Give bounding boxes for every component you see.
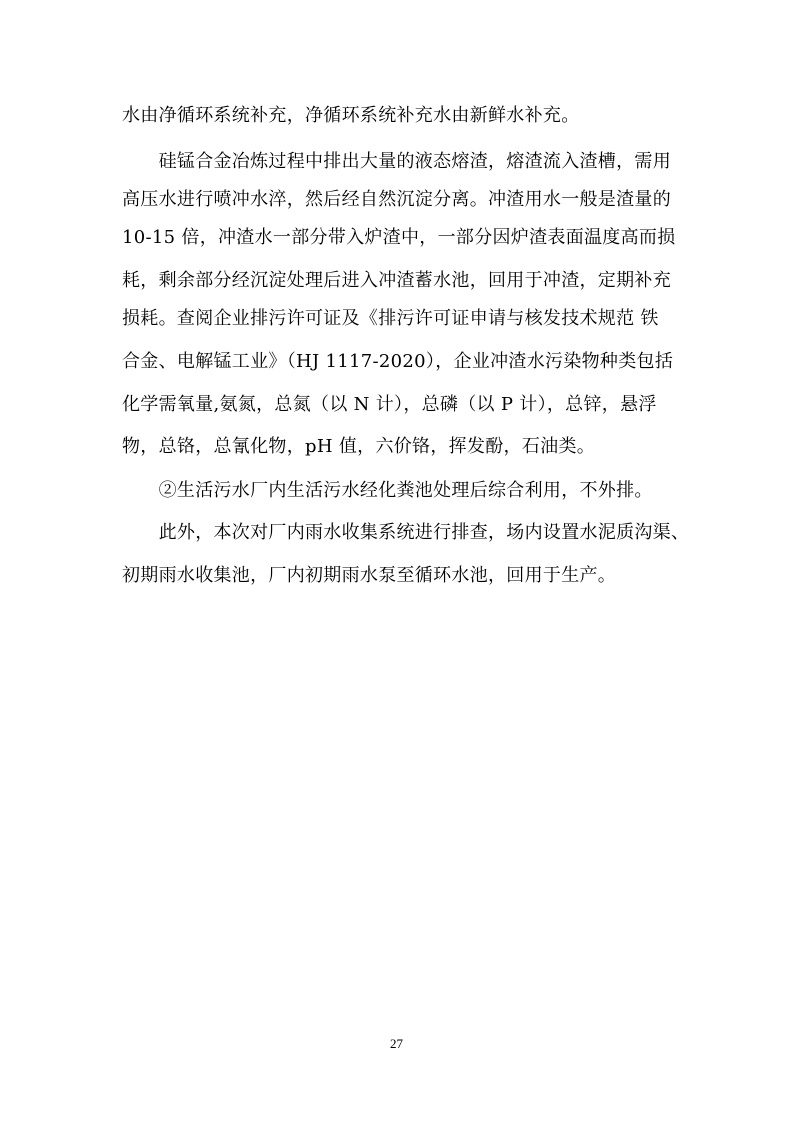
paragraph-line-2: 硅锰合金冶炼过程中排出大量的液态熔渣，熔渣流入渣槽，需用: [122, 151, 671, 172]
paragraph-line-5: 耗，剩余部分经沉淀处理后进入冲渣蓄水池，回用于冲渣，定期补充: [122, 270, 671, 291]
paragraph-line-4: 10-15 倍，冲渣水一部分带入炉渣中，一部分因炉渣表面温度高而损: [122, 227, 676, 248]
paragraph-line-8: 化学需氧量,氨氮，总氮（以 N 计），总磷（以 P 计），总锌，悬浮: [122, 394, 657, 415]
paragraph-line-7: 合金、电解锰工业》（HJ 1117-2020），企业冲渣水污染物种类包括: [122, 351, 674, 372]
paragraph-line-9: 物，总铬，总氰化物，pH 值，六价铬，挥发酚，石油类。: [122, 436, 596, 457]
paragraph-line-3: 高压水进行喷冲水淬，然后经自然沉淀分离。冲渣用水一般是渣量的: [122, 189, 671, 210]
paragraph-line-10: ②生活污水厂内生活污水经化粪池处理后综合利用，不外排。: [122, 480, 653, 501]
paragraph-line-11: 此外，本次对厂内雨水收集系统进行排查，场内设置水泥质沟渠、: [122, 522, 690, 543]
paragraph-line-1: 水由净循环系统补充，净循环系统补充水由新鲜水补充。: [122, 105, 580, 126]
paragraph-line-6: 损耗。查阅企业排污许可证及《排污许可证申请与核发技术规范 铁: [122, 308, 659, 329]
page-number: 27: [390, 1036, 403, 1051]
paragraph-line-12: 初期雨水收集池，厂内初期雨水泵至循环水池，回用于生产。: [122, 565, 617, 586]
